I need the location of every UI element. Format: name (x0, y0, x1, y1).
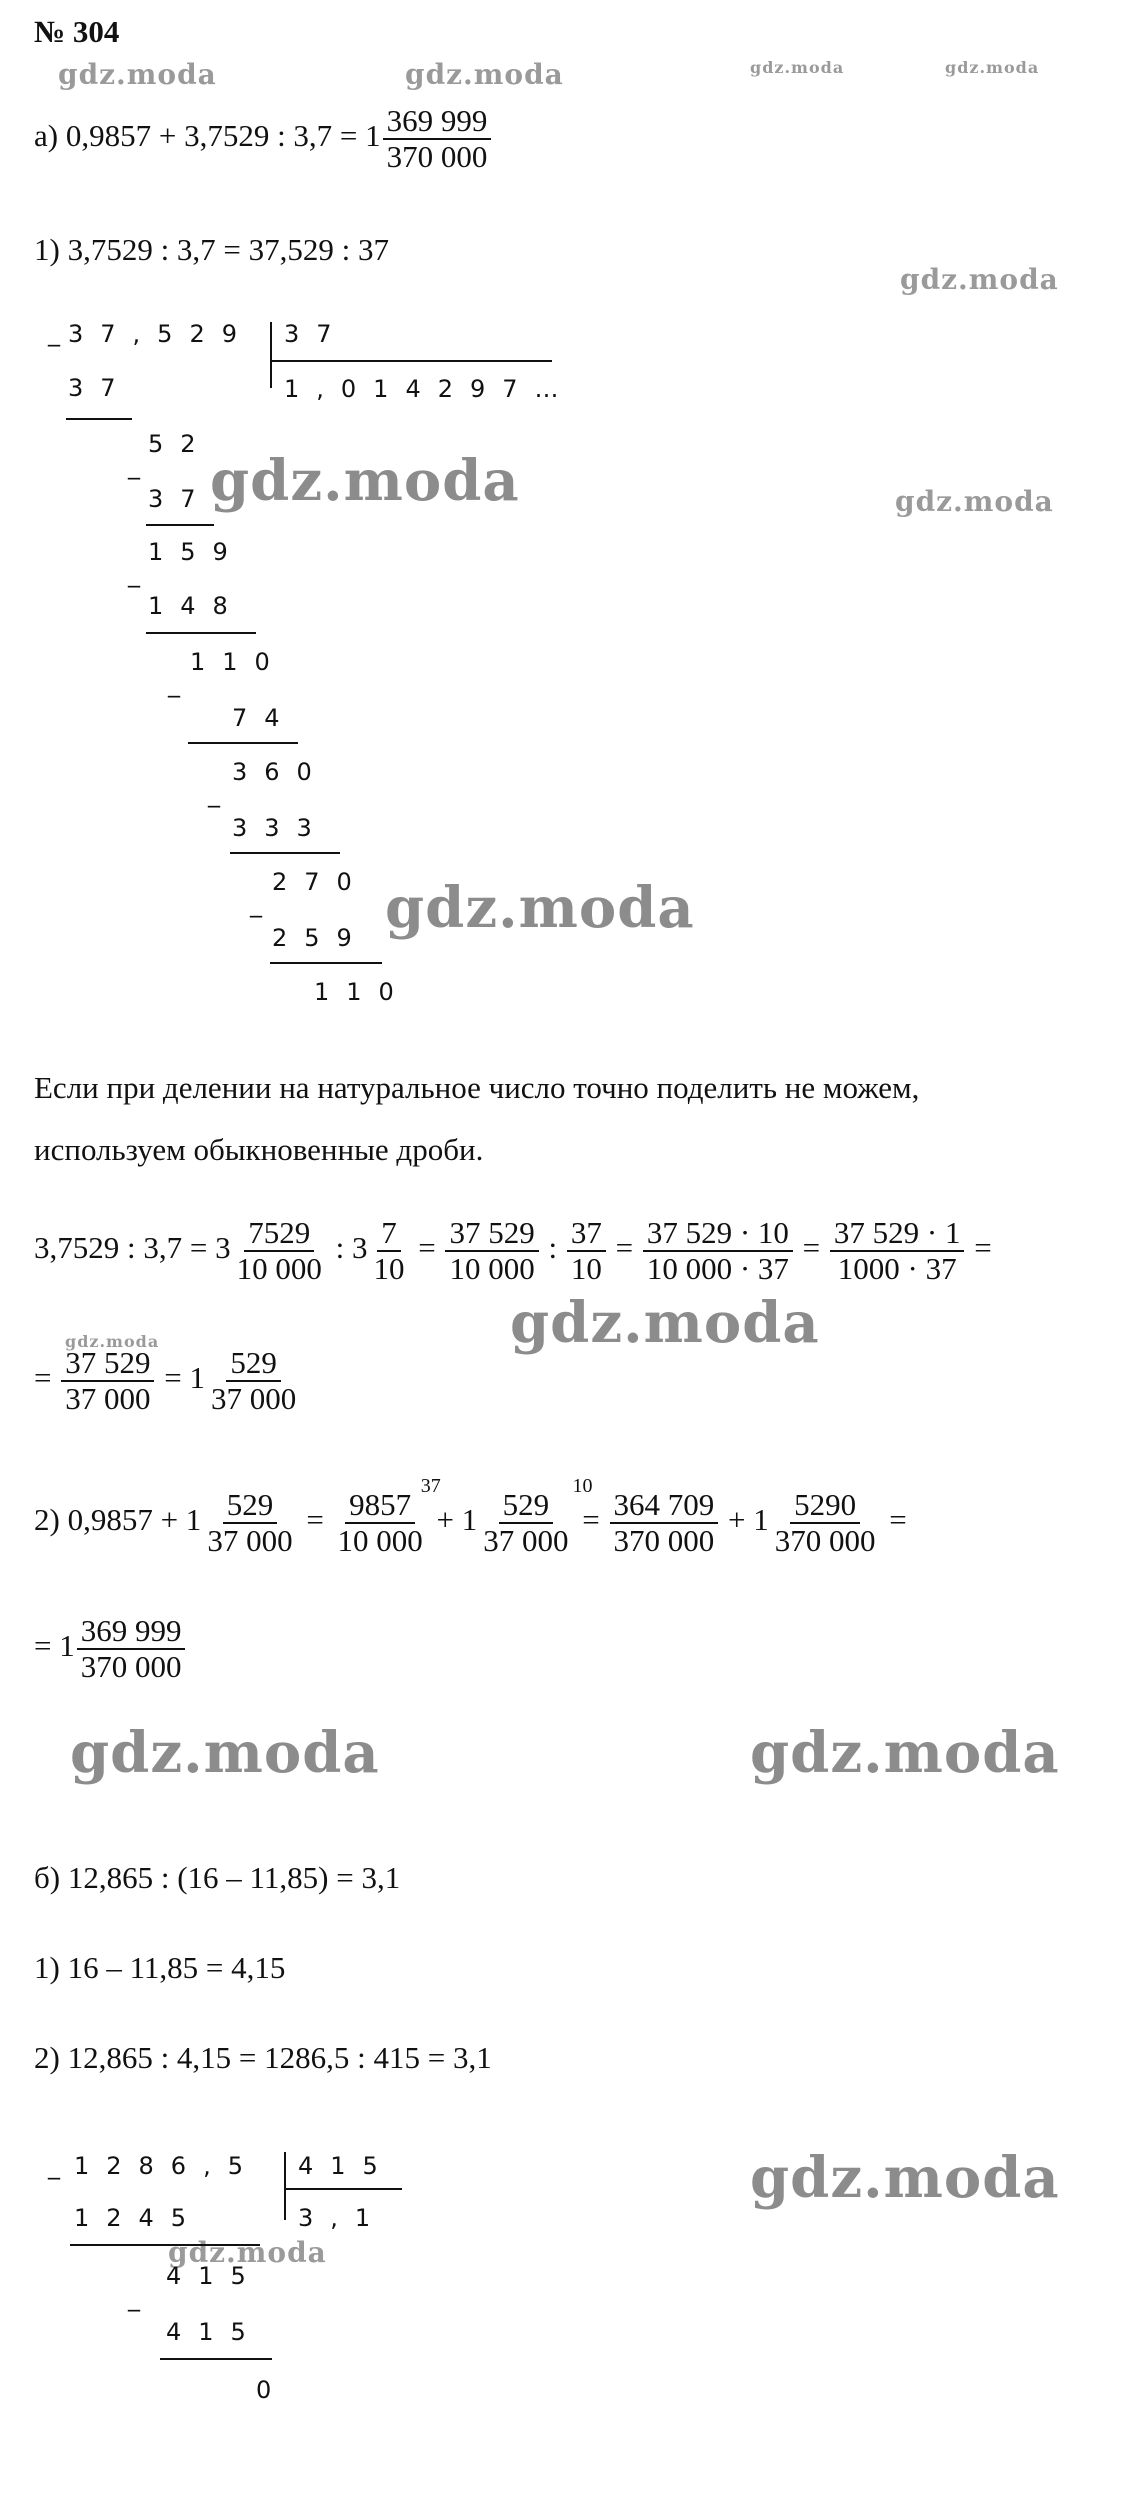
note-line1: Если при делении на натуральное число точно поделить не можем, (34, 1070, 920, 1105)
division-b-row: 415 (166, 2262, 263, 2290)
part-b-equation: б) 12,865 : (16 – 11,85) = 3,1 (34, 1860, 401, 1895)
part-a-equation (34, 103, 493, 174)
division-a-row: 37 (148, 485, 213, 513)
watermark: gdz.moda (65, 1332, 160, 1351)
watermark: gdz.moda (945, 58, 1040, 77)
watermark: gdz.moda (510, 1290, 820, 1356)
watermark: gdz.moda (70, 1720, 380, 1786)
division-b-row: 1245 (74, 2204, 204, 2232)
fraction: $\frac{37 529 \cdot 1}{1000 \cdot 37}$ (830, 1218, 965, 1284)
division-a-row: 259 (272, 924, 369, 952)
fraction: $\frac{7}{10}$ (373, 1215, 405, 1286)
part-b-step2: 2) 12,865 : 4,15 = 1286,5 : 415 = 3,1 (34, 2040, 492, 2075)
part-a-step2: 2) 0,9857 + 1 $\frac{529}{37 000}$ = 9857 10 000 37 + 1 529 37 000 10 = $\frac{364 709}{370 000}$ + 1 $\frac{5290}{370 000}$ = (34, 1490, 907, 1556)
watermark: gdz.moda (168, 2236, 327, 2269)
division-a-row: 110 (314, 978, 411, 1006)
division-b-quotient: 3,1 (298, 2204, 388, 2232)
part-a-result-fraction: $\frac{369 999}{370 000}$ (383, 106, 492, 172)
division-b-row: 415 (166, 2318, 263, 2346)
part-a-step1: 1) 3,7529 : 3,7 = 37,529 : 37 (34, 232, 390, 267)
watermark: gdz.moda (210, 448, 520, 514)
part-a-step2-result: = 1 $\frac{369 999}{370 000}$ (34, 1616, 187, 1682)
part-a-equation-text: а) 0,9857 + 3,7529 : 3,7 = 1 (34, 118, 381, 154)
division-a-row: 360 (232, 758, 329, 786)
watermark: gdz.moda (750, 1720, 1060, 1786)
division-a-row: 37 (68, 374, 133, 402)
division-a-row: 270 (272, 868, 369, 896)
watermark: gdz.moda (900, 263, 1059, 296)
conversion-line1: 3,7529 : 3,7 = 3 $\frac{7529}{10 000}$ : 3 $\frac{7}{10}$ = $\frac{37 529}{10 000}$ : $\frac{37}{10}$ = $\frac{37 529 \cdot 10}{10 000 \cdot 37}$ = $\frac{37 529 \cdot 1}{1000 \cdot 37}$ = (34, 1215, 992, 1286)
watermark: gdz.moda (385, 875, 695, 941)
watermark: gdz.moda (750, 2145, 1060, 2211)
fraction: $\frac{5290}{370 000}$ (774, 1487, 876, 1558)
division-a-divisor: 37 (284, 320, 349, 348)
fraction: $\frac{369 999}{370 000}$ (77, 1616, 186, 1682)
extra-factor: 10 (572, 1475, 593, 1497)
fraction: $\frac{37 529 \cdot 10}{10 000 \cdot 37}$ (643, 1218, 793, 1284)
division-b-divisor: 415 (298, 2152, 395, 2180)
fraction: $\frac{364 709}{370 000}$ (610, 1490, 719, 1556)
fraction: $\frac{7529}{10 000}$ (236, 1215, 322, 1286)
fraction: $\frac{529}{37 000}$ (210, 1345, 297, 1416)
watermark: gdz.moda (405, 58, 564, 91)
fraction-with-factor: 9857 10 000 37 (334, 1490, 427, 1556)
division-a-row: 74 (232, 704, 297, 732)
note-line2: используем обыкновенные дроби. (34, 1132, 484, 1167)
division-a-row: 148 (148, 592, 245, 620)
watermark: gdz.moda (750, 58, 845, 77)
division-a-row: 333 (232, 814, 329, 842)
watermark: gdz.moda (895, 485, 1054, 518)
division-b-row: 0 (256, 2376, 289, 2404)
fraction-with-factor: 529 37 000 10 (479, 1490, 572, 1556)
fraction: $\frac{37 529}{10 000}$ (445, 1218, 538, 1284)
division-a-quotient: 1,014297… (284, 375, 576, 403)
division-a-dividend: 37,529 (68, 320, 254, 348)
fraction: $\frac{37}{10}$ (567, 1218, 606, 1284)
watermark: gdz.moda (58, 58, 217, 91)
problem-number: № 304 (34, 14, 120, 49)
division-b-dividend: 1286,5 (74, 2152, 260, 2180)
extra-factor: 37 (420, 1475, 441, 1497)
conversion-line2: = $\frac{37 529}{37 000}$ = 1 $\frac{529}{37 000}$ (34, 1348, 302, 1414)
fraction: $\frac{37 529}{37 000}$ (61, 1348, 154, 1414)
division-a-row: 52 (148, 430, 213, 458)
part-b-step1: 1) 16 – 11,85 = 4,15 (34, 1950, 286, 1985)
fraction: $\frac{529}{37 000}$ (207, 1487, 293, 1558)
division-a-row: 159 (148, 538, 245, 566)
division-a-row: 110 (190, 648, 287, 676)
